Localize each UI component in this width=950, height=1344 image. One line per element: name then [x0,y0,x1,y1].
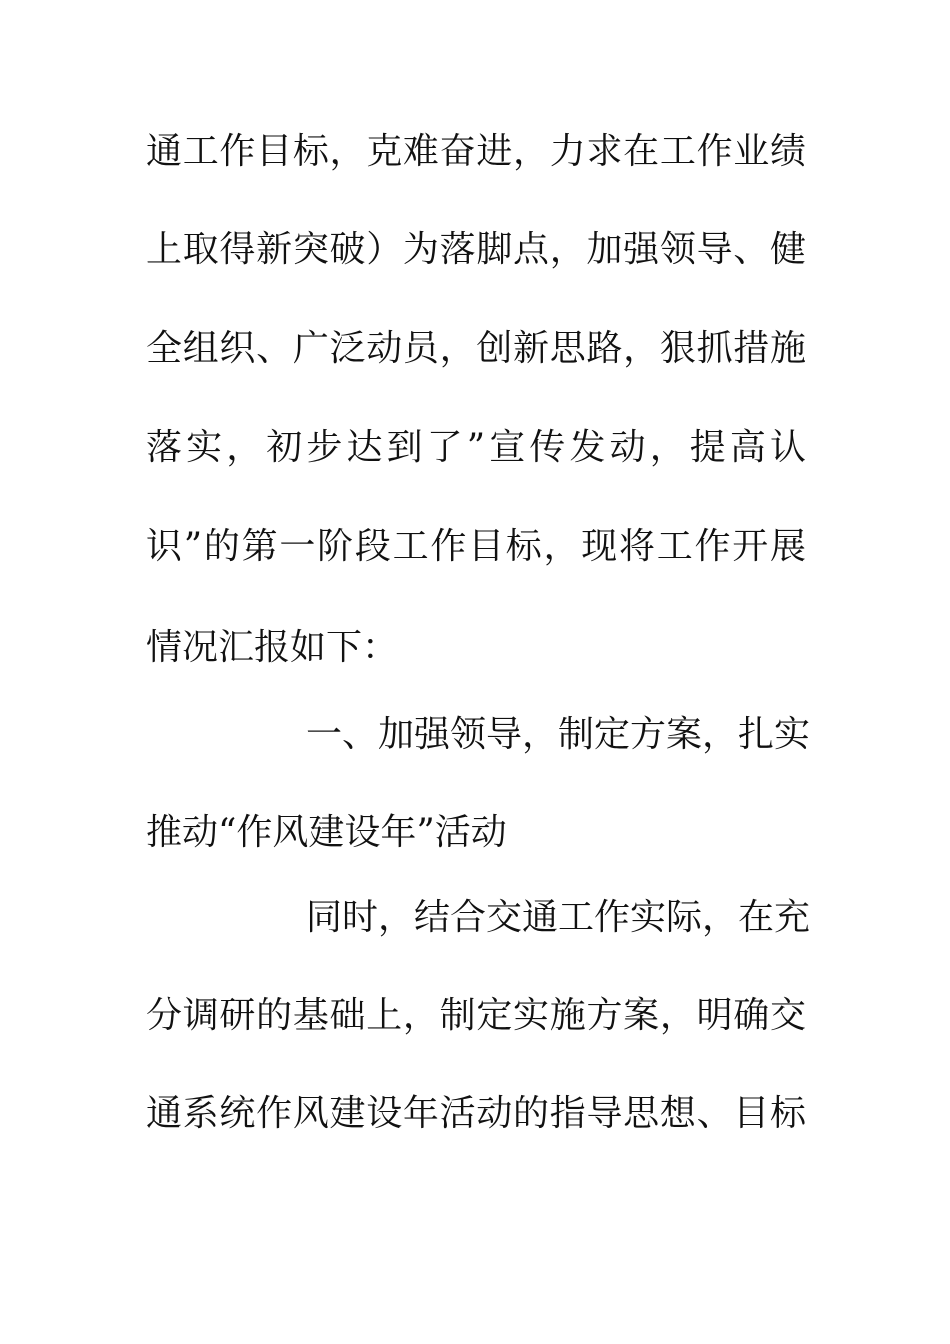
body-text-line: 同时，结合交通工作实际，在充 [306,897,811,938]
body-text-line: 上取得新突破）为落脚点，加强领导、健 [146,229,806,270]
body-text-line: 通系统作风建设年活动的指导思想、目标 [146,1093,806,1134]
body-text-line: 落实，初步达到了”宣传发动，提高认 [146,427,806,468]
section-heading-line: 推动“作风建设年”活动 [146,812,507,853]
section-heading-line: 一、加强领导，制定方案，扎实 [306,714,811,755]
body-text-line: 情况汇报如下： [146,627,399,668]
body-text-line: 通工作目标，克难奋进，力求在工作业绩 [146,131,806,172]
body-text-line: 分调研的基础上，制定实施方案，明确交 [146,995,806,1036]
body-text-line: 全组织、广泛动员，创新思路，狠抓措施 [146,328,806,369]
body-text-line: 识”的第一阶段工作目标，现将工作开展 [146,526,806,567]
